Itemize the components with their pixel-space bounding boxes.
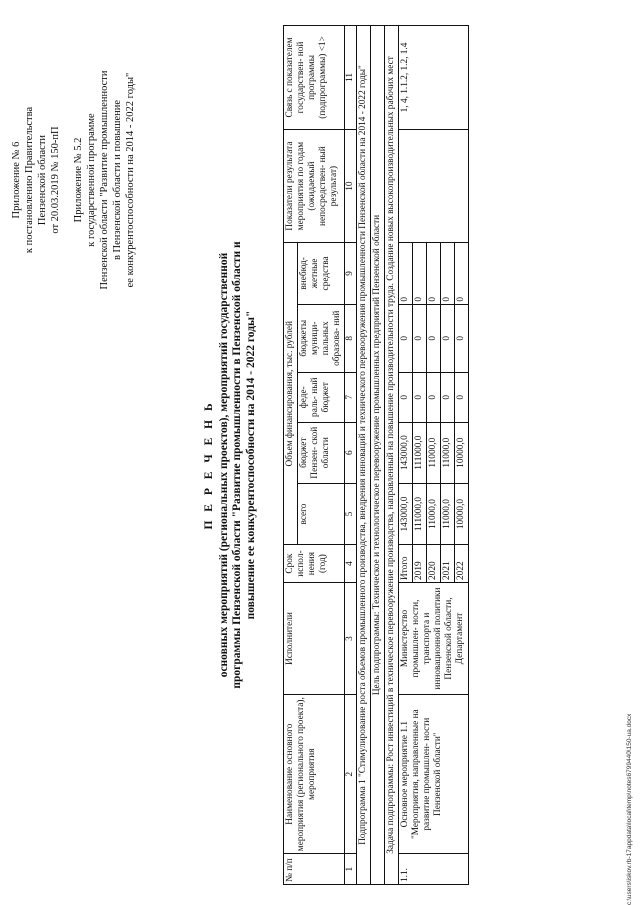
row-total: 111000,0 bbox=[413, 483, 427, 544]
row-federal: 0 bbox=[427, 372, 441, 422]
row-regional: 143000,0 bbox=[399, 422, 413, 483]
row-total: 143000,0 bbox=[399, 483, 413, 544]
task-row bbox=[385, 26, 399, 885]
column-number: 8 bbox=[345, 304, 357, 372]
col-num-header: № п/п bbox=[284, 854, 345, 885]
column-number: 7 bbox=[345, 372, 357, 422]
measures-table bbox=[283, 25, 469, 885]
row-total: 10000,0 bbox=[455, 483, 469, 544]
row-term: 2019 bbox=[413, 545, 427, 583]
column-number: 3 bbox=[345, 582, 357, 694]
row-regional: 111000,0 bbox=[413, 422, 427, 483]
row-regional: 10000,0 bbox=[455, 422, 469, 483]
row-federal: 0 bbox=[399, 372, 413, 422]
row-offbudget: 0 bbox=[399, 243, 413, 304]
appendix-block bbox=[10, 55, 137, 305]
item-executor: Министерство промышлен- ности, транспорта и инновационной политики Пензенской области, Департамент bbox=[399, 582, 469, 694]
col-total-header: всего bbox=[298, 483, 345, 544]
heading-title: П Е Р Е Ч Е Н Ь bbox=[203, 400, 215, 530]
row-municipal: 0 bbox=[455, 304, 469, 372]
document-heading bbox=[203, 85, 258, 845]
heading-line: основных мероприятий (региональных проектов), мероприятий государственной bbox=[217, 252, 230, 678]
col-link-header: Связь с показателем государствен- ной программы (подпрограммы) <1> bbox=[284, 26, 345, 130]
row-total: 11000,0 bbox=[427, 483, 441, 544]
row-municipal: 0 bbox=[413, 304, 427, 372]
column-number: 4 bbox=[345, 545, 357, 583]
heading-line: повышение ее конкурентоспособности на 2014 - 2022 годы" bbox=[244, 310, 257, 620]
row-municipal: 0 bbox=[399, 304, 413, 372]
column-number: 5 bbox=[345, 483, 357, 544]
row-term: 2021 bbox=[441, 545, 455, 583]
col-executor-header: Исполнители bbox=[284, 582, 345, 694]
row-total: 11000,0 bbox=[441, 483, 455, 544]
appendix-line: Пензенской области "Развитие промышленности bbox=[99, 70, 110, 290]
item-num: 1.1. bbox=[399, 854, 469, 885]
column-number: 1 bbox=[345, 854, 357, 885]
col-term-header: Срок испол- нения (год) bbox=[284, 545, 345, 583]
col-offbudget-header: внебюд- жетные средства bbox=[298, 243, 345, 304]
col-municipal-header: бюджеты муници- пальных образова- ний bbox=[298, 304, 345, 372]
subprogram-goal: Цель подпрограммы: Техническое и технологическое перевооружение промышленных предприятий Пензенской области bbox=[371, 26, 385, 885]
row-regional: 11000,0 bbox=[441, 422, 455, 483]
item-link: 1, 4, 1.1.2, 1.2, 1.4 bbox=[399, 26, 469, 130]
col-name-header: Наименование основного мероприятия (регионального проекта), мероприятия bbox=[284, 695, 345, 854]
col-funding-header: Объем финансирования, тыс. рублей bbox=[284, 243, 298, 545]
appendix-line: ее конкурентоспособности на 2014 - 2022 годы" bbox=[125, 72, 136, 288]
row-term: 2022 bbox=[455, 545, 469, 583]
row-federal: 0 bbox=[455, 372, 469, 422]
goal-row bbox=[371, 26, 385, 885]
col-regional-header: бюджет Пензен- ской области bbox=[298, 422, 345, 483]
row-federal: 0 bbox=[413, 372, 427, 422]
column-number: 6 bbox=[345, 422, 357, 483]
file-path-footer: c:\users\iskov.rb-17appdata\local\temp\notes6799440\150-ua.docx bbox=[626, 713, 633, 905]
appendix-line: от 20.03.2019 № 150-пП bbox=[50, 126, 61, 234]
row-federal: 0 bbox=[441, 372, 455, 422]
col-indicators-header: Показатели результата мероприятия по годам (ожидаемый непосредствен- ный результат) bbox=[284, 129, 345, 242]
column-number: 11 bbox=[345, 26, 357, 130]
row-offbudget: 0 bbox=[441, 243, 455, 304]
row-term: Итого bbox=[399, 545, 413, 583]
column-number-row bbox=[345, 26, 357, 885]
table-row bbox=[399, 26, 413, 885]
subprogram-row bbox=[357, 26, 371, 885]
column-number: 9 bbox=[345, 243, 357, 304]
appendix-line: в Пензенской области и повышение bbox=[112, 99, 123, 261]
row-municipal: 0 bbox=[441, 304, 455, 372]
row-offbudget: 0 bbox=[413, 243, 427, 304]
row-term: 2020 bbox=[427, 545, 441, 583]
column-number: 2 bbox=[345, 695, 357, 854]
heading-line: программы Пензенской области "Развитие промышленности в Пензенской области и bbox=[231, 241, 243, 689]
appendix-line: Приложение № 5.2 bbox=[73, 137, 84, 223]
row-regional: 11000,0 bbox=[427, 422, 441, 483]
header-row bbox=[284, 26, 298, 885]
row-offbudget: 0 bbox=[455, 243, 469, 304]
item-indicators bbox=[399, 129, 469, 242]
row-municipal: 0 bbox=[427, 304, 441, 372]
appendix-line: Пензенской области bbox=[37, 134, 48, 226]
subprogram-title: Подпрограмма 1 "Стимулирование роста объемов промышленного производства, внедрения инноваций и технического перевооружения промышленности Пензенской области на 2014 - 2022 годы" bbox=[357, 26, 371, 885]
item-name: Основное мероприятие 1.1 "Мероприятия, направленные на развитие промышлен- ности Пензенской области" bbox=[399, 695, 469, 854]
appendix-line: Приложение № 6 bbox=[11, 141, 22, 219]
row-offbudget: 0 bbox=[427, 243, 441, 304]
column-number: 10 bbox=[345, 129, 357, 242]
subprogram-task: Задача подпрограммы: Рост инвестиций в техническое перевооружение производства, направленный на повышение производительности труда. Создание новых высокопроизводительных рабочих мест bbox=[385, 26, 399, 885]
appendix-line: к государственной программе bbox=[86, 113, 97, 247]
measures-table-wrap bbox=[283, 25, 469, 885]
col-federal-header: феде- раль- ный бюджет bbox=[298, 372, 345, 422]
appendix-line: к постановлению Правительства bbox=[24, 106, 35, 254]
